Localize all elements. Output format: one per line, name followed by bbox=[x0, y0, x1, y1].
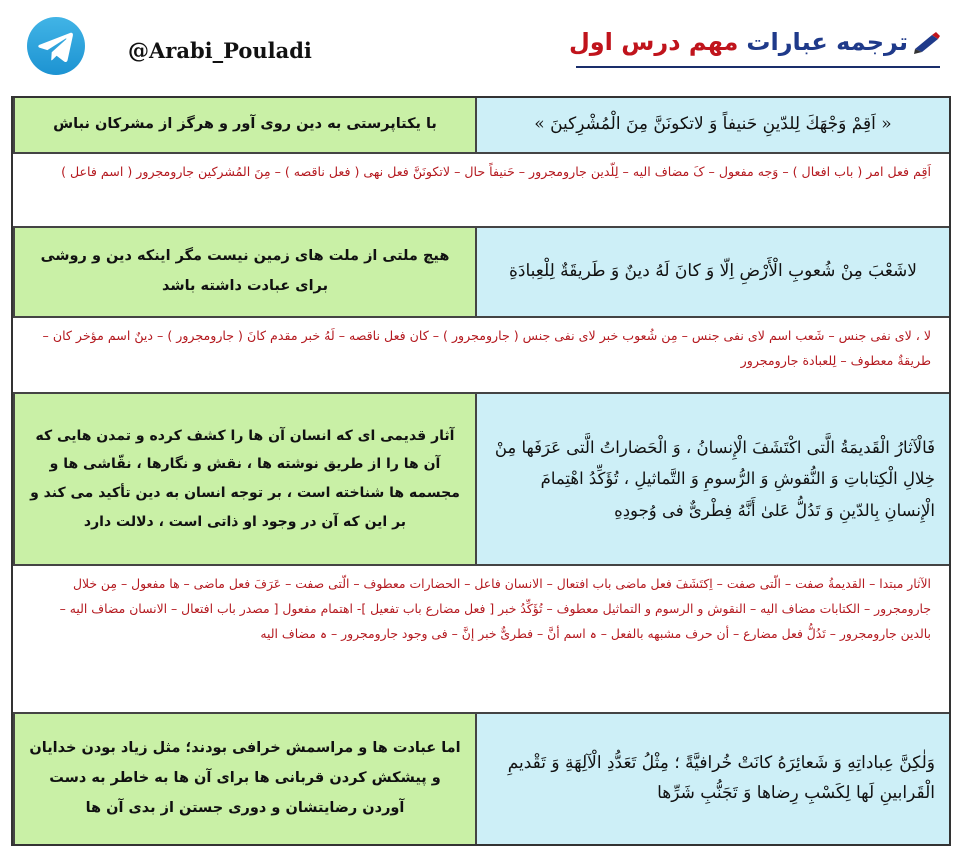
page-title bbox=[569, 20, 942, 64]
title-part-2: مهم درس اول bbox=[568, 28, 739, 56]
arabic-sentence-1: « اَقِمْ وَجْهَكَ لِلدّينِ حَنيفاً وَ لاتكونَنَّ مِنَ الْمُشْرِكينَ » bbox=[477, 98, 949, 152]
grammar-analysis-3: الآثار مبتدا – القدیمةُ صفت – الّتی صفت – اِکتَشَفَ فعل ماضی باب افتعال – الانسان فاعل – الحضارات معطوف – الّتی صفت – عَرَفَ فعل ماضی – ها مفعول – مِن خلال جارومجرور – الکتابات مضاف الیه – النقوش و الرسوم و التماثیل معطوف – تُؤَکِّدُ خبر [ فعل مضارع باب تفعیل ]- اهتمام مفعول [ مصدر باب افتعال – الانسان مضاف الیه – بالدین جارومجرور – تَدُلُّ فعل مضارع – أن حرف مشبهه بالفعل – ہ اسم أنَّ – فطریٌّ خبر إنَّ – فی وجود جارومجرور – ہ مضاف الیه bbox=[13, 566, 949, 712]
title-underline bbox=[576, 66, 940, 68]
title-part-1: ترجمه عبارات bbox=[746, 28, 908, 56]
grammar-row-2 bbox=[13, 318, 949, 394]
arabic-sentence-3: فَالْآثارُ الْقَديمَةُ الَّتى اكْتَشَفَ الْإِنسانُ ، وَ الْحَضاراتُ الَّتى عَرَفَها مِنْ خِلالِ الْكِتاباتِ وَ النُّقوشِ وَ الرُّسومِ وَ التَّماثيلِ ، تُؤَكِّدُ اهْتِمامَ الْإِنسانِ بِالدّينِ وَ تَدُلُّ عَلىٰ أَنَّهُ فِطْرىٌّ فى وُجودِهِ bbox=[477, 394, 949, 564]
translation-table bbox=[11, 96, 951, 846]
grammar-analysis-2: لا ، لای نفی جنس – شَعب اسم لای نفی جنس – مِن شُعوب خبر لای نفی جنس ( جارومجرور ) – کان فعل ناقصه – لَهُ خبر مقدم کانَ ( جارومجرور ) – دینٌ اسم مؤخر کان – طریقةٌ معطوف – لِلعبادة جارومجرور bbox=[13, 318, 949, 392]
sentence-row-1 bbox=[13, 98, 949, 154]
persian-translation-4: اما عبادت ها و مراسمش خرافی بودند؛ مثل زیاد بودن خدایان و پیشکش کردن قربانی ها برای آن ها به خاطر به دست آوردن رضایتشان و دوری جستن از بدی آن ها bbox=[13, 714, 477, 844]
persian-translation-2: هیچ ملتی از ملت های زمین نیست مگر اینکه دین و روشی برای عبادت داشته باشد bbox=[13, 228, 477, 316]
pen-icon bbox=[912, 29, 942, 55]
sentence-row-2 bbox=[13, 228, 949, 318]
persian-translation-3: آثار قدیمی ای که انسان آن ها را کشف کرده و تمدن هایی که آن ها را از طریق نوشته ها ، نقش و نگارها ، نقّاشی ها و مجسمه ها شناخته است ، بر توجه انسان به دین تأکید می کند و بر این که آن در وجود او ذاتی است ، دلالت دارد bbox=[13, 394, 477, 564]
page-header bbox=[0, 0, 970, 92]
telegram-icon bbox=[26, 16, 86, 76]
arabic-sentence-4: وَلٰكِنَّ عِباداتِهِ وَ شَعائِرَهُ كانَتْ خُرافيَّةً ؛ مِثْلُ تَعَدُّدِ الْآلِهَةِ وَ تَقْديمِ الْقَرابينِ لَها لِكَسْبِ رِضاها وَ تَجَنُّبِ شَرِّها bbox=[477, 714, 949, 844]
persian-translation-1: با یکتاپرستی به دین روی آور و هرگز از مشرکان نباش bbox=[13, 98, 477, 152]
arabic-sentence-2: لاشَعْبَ مِنْ شُعوبِ الْأَرْضِ اِلّا وَ كانَ لَهُ دينٌ وَ طَريقَةٌ لِلْعِبادَةِ bbox=[477, 228, 949, 316]
grammar-row-3 bbox=[13, 566, 949, 714]
grammar-row-1 bbox=[13, 154, 949, 228]
sentence-row-3 bbox=[13, 394, 949, 566]
sentence-row-4 bbox=[13, 714, 949, 844]
channel-handle: @Arabi_Pouladi bbox=[128, 38, 312, 63]
grammar-analysis-1: اَقِم فعل امر ( باب افعال ) – وَجه مفعول – کَ مضاف الیه – لِلّدین جارومجرور – حَنیفاً حال – لاتکونَنَّ فعل نهی ( فعل ناقصه ) – مِنَ المُشرکین جارومجرور ( اسم فاعل ) bbox=[13, 154, 949, 226]
